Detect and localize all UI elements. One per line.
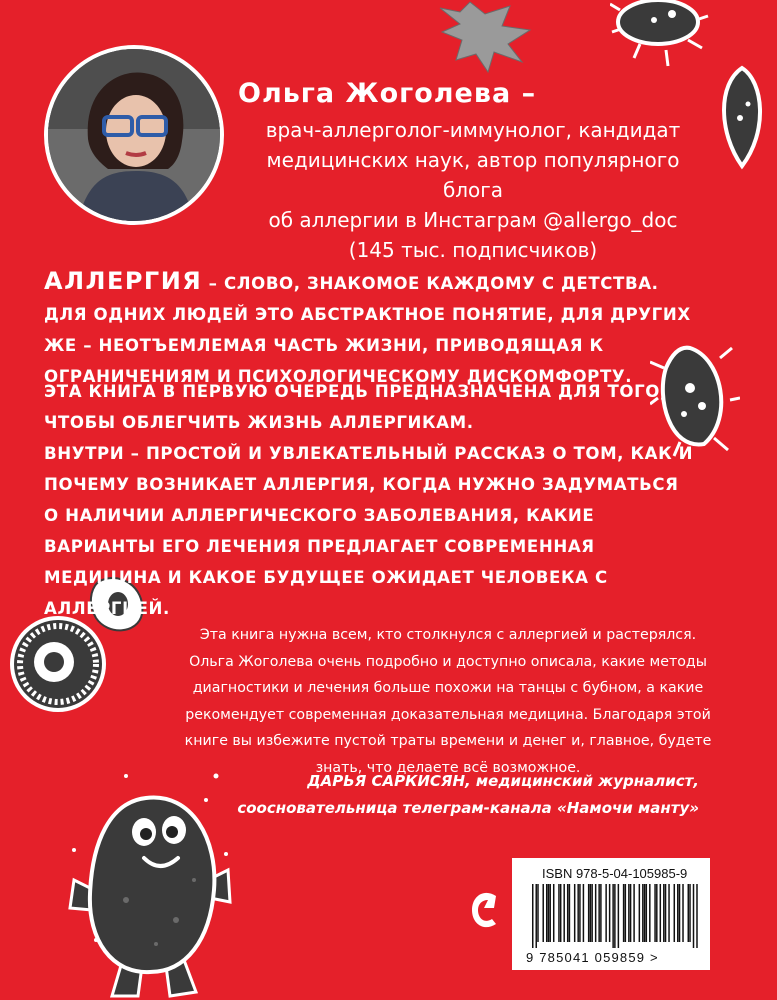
barcode-bar: [583, 884, 584, 942]
description-paragraph: ЭТА КНИГА В ПЕРВУЮ ОЧЕРЕДЬ ПРЕДНАЗНАЧЕНА ДЛЯ ТОГО, ЧТОБЫ ОБЛЕГЧИТЬ ЖИЗНЬ АЛЛЕРГИКАМ.: [44, 382, 667, 432]
barcode-bar: [693, 884, 694, 948]
reviewer-role: медицинский журналист,: [470, 772, 699, 790]
barcode-bar: [579, 884, 580, 942]
barcode-bar: [644, 884, 645, 942]
author-bio-line: медицинских наук, автор популярного блога: [266, 148, 680, 202]
barcode-bars: [532, 884, 698, 948]
barcode-bar: [674, 884, 675, 942]
oval-microbe-icon: [712, 62, 772, 172]
barcode-bar: [567, 884, 568, 942]
barcode-bar: [623, 884, 624, 942]
barcode-bar: [535, 884, 536, 948]
barcode-bar: [569, 884, 570, 942]
description-intro: [44, 266, 694, 392]
barcode-bar: [546, 884, 547, 942]
description-lead-word: АЛЛЕРГИЯ: [44, 267, 203, 295]
barcode-bar: [682, 884, 683, 942]
barcode-bar: [689, 884, 690, 942]
publisher-logo-icon: [470, 888, 500, 932]
author-bio-line: об аллергии в Инстаграм @allergo_doc: [268, 208, 678, 232]
reviewer-role-line: соосновательница телеграм-канала «Намочи манту»: [237, 799, 699, 817]
barcode-bar: [532, 884, 533, 948]
isbn-label: ISBN 978-5-04-105985-9: [542, 866, 688, 881]
barcode-bar: [654, 884, 655, 942]
barcode-bar: [537, 884, 538, 942]
barcode-bar: [577, 884, 578, 942]
barcode-bar: [548, 884, 549, 942]
reviewer-name: ДАРЬЯ САРКИСЯН,: [307, 772, 471, 790]
author-bio-line: (145 тыс. подписчиков): [348, 238, 598, 262]
author-photo: [44, 45, 224, 225]
barcode-bar: [625, 884, 626, 942]
barcode-bar: [642, 884, 643, 942]
description-paragraph: ВНУТРИ – ПРОСТОЙ И УВЛЕКАТЕЛЬНЫЙ РАССКАЗ О ТОМ, КАК И ПОЧЕМУ ВОЗНИКАЕТ АЛЛЕРГИЯ, КОГДА НУЖНО ЗАДУМАТЬСЯ О НАЛИЧИИ АЛЛЕРГИЧЕСКОГО ЗАБОЛЕВАНИЯ, КАКИЕ ВАРИАНТЫ ЕГО ЛЕЧЕНИЯ ПРЕДЛАГАЕТ СОВРЕМЕННАЯ МЕДИЦИНА И КАКОЕ БУДУЩЕЕ ОЖИДАЕТ ЧЕЛОВЕКА С АЛЛЕРГИЕЙ.: [44, 444, 694, 618]
barcode-bar: [665, 884, 666, 942]
round-microbe-icon: [6, 612, 110, 716]
barcode-bar: [630, 884, 631, 942]
barcode-bar: [598, 884, 599, 942]
barcode-bar: [563, 884, 564, 942]
barcode-bar: [600, 884, 601, 942]
barcode-bar: [542, 884, 543, 942]
barcode-bar: [656, 884, 657, 942]
barcode-bar: [668, 884, 669, 942]
barcode-bar: [663, 884, 664, 942]
barcode-bar: [574, 884, 575, 942]
barcode-bar: [549, 884, 550, 942]
barcode-bar: [591, 884, 592, 942]
barcode-bar: [588, 884, 589, 942]
barcode-bar: [612, 884, 613, 948]
barcode-bar: [696, 884, 697, 948]
barcode-bar: [677, 884, 678, 942]
barcode-bar: [609, 884, 610, 942]
barcode-bar: [553, 884, 554, 942]
barcode-bar: [605, 884, 606, 942]
barcode-bar: [628, 884, 629, 942]
barcode-bar: [649, 884, 650, 942]
author-bio: [258, 115, 688, 265]
barcode-bar: [660, 884, 661, 942]
barcode-bar: [590, 884, 591, 942]
barcode-bar: [639, 884, 640, 942]
spiky-microbe-icon: [610, 0, 710, 70]
barcode-bar: [614, 884, 615, 948]
ean-tail: >: [650, 950, 659, 965]
description-intro-text: – СЛОВО, ЗНАКОМОЕ КАЖДОМУ С ДЕТСТВА. ДЛЯ ОДНИХ ЛЮДЕЙ ЭТО АБСТРАКТНОЕ ПОНЯТИЕ, ДЛЯ ДРУГИХ ЖЕ – НЕОТЪЕМЛЕМАЯ ЧАСТЬ ЖИЗНИ, ПРИВОДЯЩАЯ К ОГРАНИЧЕНИЯМ И ПСИХОЛОГИЧЕСКОМУ ДИСКОМФОРТУ.: [44, 274, 691, 386]
barcode-bar: [688, 884, 689, 942]
barcode-bar: [679, 884, 680, 942]
review-quote: Эта книга нужна всем, кто столкнулся с аллергией и растерялся. Ольга Жоголева очень подробно и доступно описала, какие методы диагностики и лечения больше похожи на танцы с бубном, а какие рекомендует современная доказательная медицина. Благодаря этой книге вы избежите пустой траты времени и денег и, главное, будете знать, что делаете всё возможное.: [184, 627, 712, 776]
barcode-bar: [618, 884, 619, 948]
isbn-barcode: [512, 858, 710, 970]
reviewer-credit: [179, 768, 699, 822]
ean-digits: [526, 950, 659, 965]
barcode-bar: [646, 884, 647, 942]
barcode-bar: [560, 884, 561, 942]
gray-microbe-icon: [430, 0, 550, 80]
author-bio-line: врач-аллерголог-иммунолог, кандидат: [265, 118, 681, 142]
barcode-bar: [633, 884, 634, 942]
description-body: [44, 376, 694, 624]
barcode-bar: [558, 884, 559, 942]
barcode-bar: [595, 884, 596, 942]
author-name: Ольга Жоголева –: [238, 78, 537, 109]
ean-number: 9 785041 059859: [526, 950, 646, 965]
